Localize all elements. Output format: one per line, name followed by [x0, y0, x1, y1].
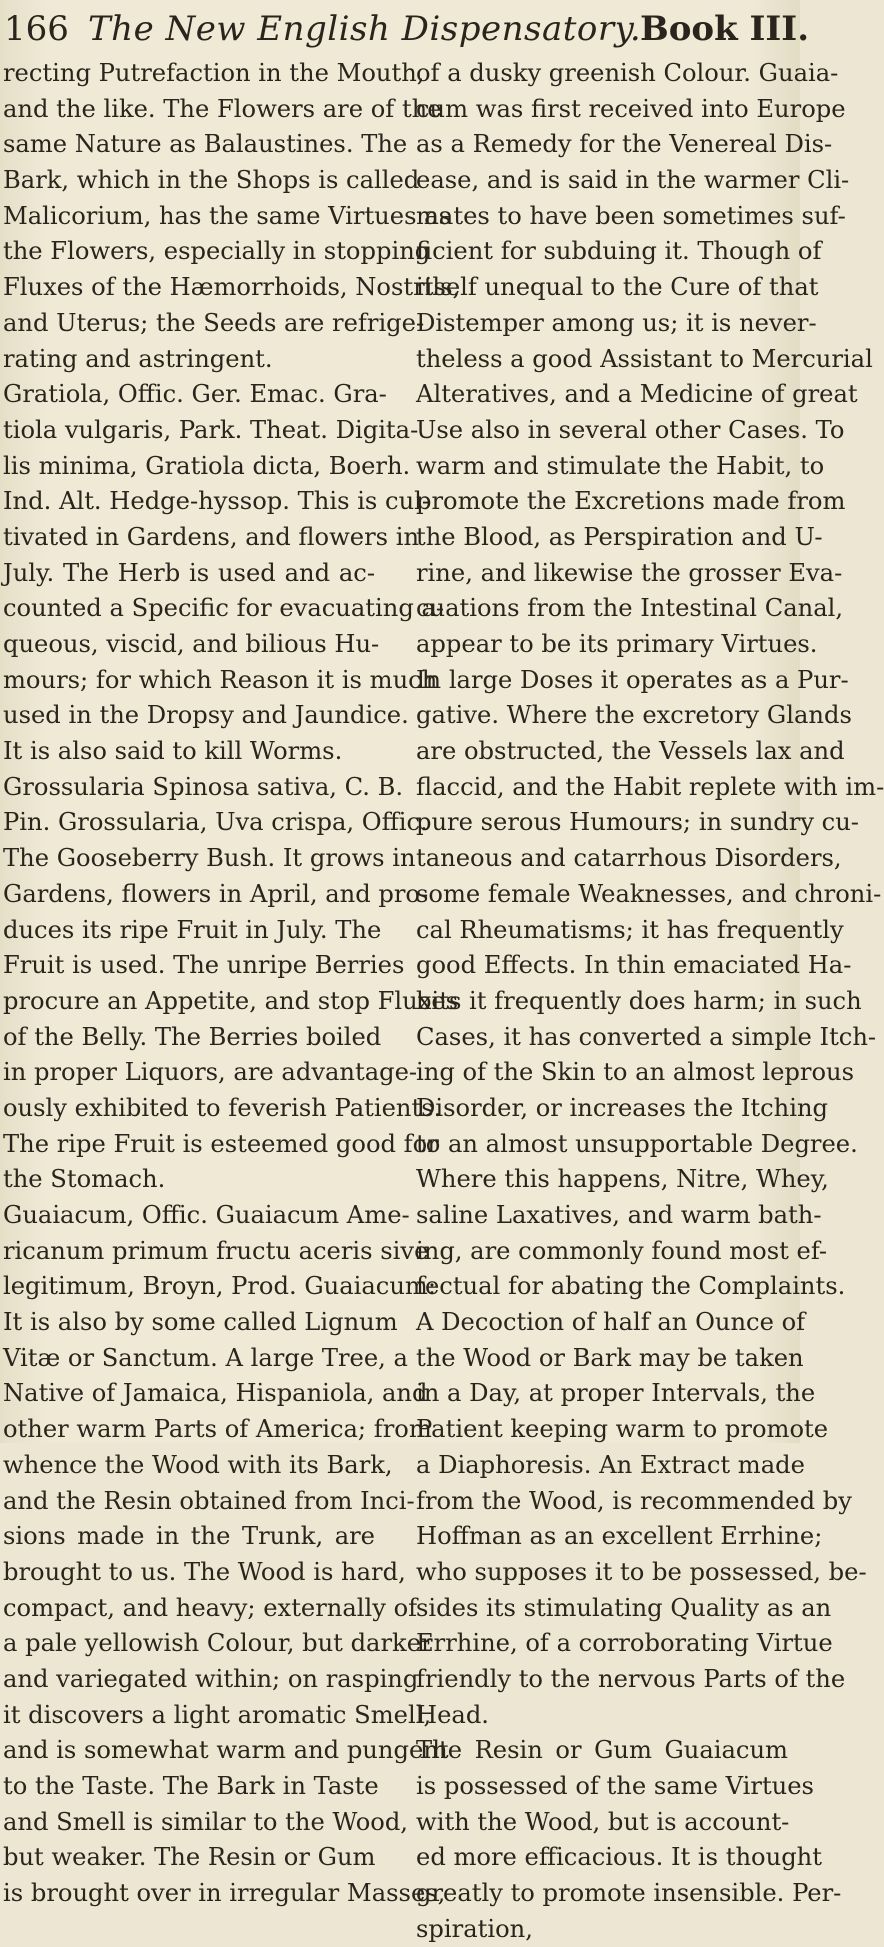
text-line: theless a good Assistant to Mercurial: [416, 344, 873, 373]
text-line: It is also by some called Lignum: [3, 1308, 398, 1337]
text-line: The ripe Fruit is esteemed good for: [3, 1129, 439, 1158]
text-line: from the Wood, is recommended by: [416, 1486, 852, 1515]
text-line: Bark, which in the Shops is called: [3, 166, 420, 195]
text-line: but weaker. The Resin or Gum: [3, 1843, 376, 1872]
text-line: promote the Excretions made from: [416, 487, 846, 516]
text-line: July. The Herb is used and ac-: [3, 558, 375, 587]
text-line: compact, and heavy; externally of: [3, 1593, 418, 1622]
text-line: is possessed of the same Virtues: [416, 1772, 814, 1800]
text-line: used in the Dropsy and Jaundice.: [3, 701, 409, 730]
text-line: Disorder, or increases the Itching: [416, 1093, 829, 1122]
text-line: some female Weaknesses, and chroni-: [416, 879, 882, 908]
text-line: duces its ripe Fruit in July. The: [3, 915, 382, 944]
text-line: Gratiola, Offic. Ger. Emac. Gra-: [3, 380, 387, 409]
text-line: to the Taste. The Bark in Taste: [3, 1772, 379, 1800]
text-line: In large Doses it operates as a Pur-: [416, 665, 849, 694]
text-line: who supposes it to be possessed, be-: [416, 1557, 867, 1586]
text-line: Patient keeping warm to promote: [416, 1415, 829, 1444]
text-line: recting Putrefaction in the Mouth,: [3, 59, 425, 87]
text-line: Head.: [416, 1700, 489, 1729]
text-line: cum was first received into Europe: [416, 94, 846, 123]
text-line: Vitæ or Sanctum. A large Tree, a: [3, 1343, 408, 1372]
text-line: friendly to the nervous Parts of the: [416, 1664, 846, 1693]
text-line: Hoffman as an excellent Errhine;: [416, 1522, 823, 1551]
text-line: warm and stimulate the Habit, to: [416, 451, 825, 480]
text-line: Fruit is used. The unripe Berries: [3, 951, 405, 980]
text-line: ease, and is said in the warmer Cli-: [416, 166, 850, 195]
text-line: of a dusky greenish Colour. Guaia-: [416, 59, 839, 87]
text-line: ricanum primum fructu aceris sive: [3, 1236, 429, 1265]
text-line: greatly to promote insensible. Per-: [416, 1879, 842, 1908]
text-line: cal Rheumatisms; it has frequently: [416, 915, 844, 944]
text-line: It is also said to kill Worms.: [3, 737, 343, 766]
text-line: legitimum, Broyn, Prod. Guaiacum:: [3, 1272, 437, 1301]
text-line: procure an Appetite, and stop Fluxes: [3, 986, 459, 1015]
text-line: Ind. Alt. Hedge-hyssop. This is cul-: [3, 487, 431, 516]
text-line: ously exhibited to feverish Patients.: [3, 1093, 442, 1122]
text-line: to an almost unsupportable Degree.: [416, 1129, 858, 1158]
text-line: The Resin or Gum Guaiacum: [416, 1736, 788, 1765]
text-line: and the Resin obtained from Inci-: [3, 1486, 415, 1515]
text-line: as a Remedy for the Venereal Dis-: [416, 130, 833, 159]
text-line: the Flowers, especially in stopping: [3, 237, 431, 266]
text-line: tivated in Gardens, and flowers in: [3, 522, 420, 551]
text-line: are obstructed, the Vessels lax and: [416, 737, 845, 766]
text-line: in a Day, at proper Intervals, the: [416, 1379, 816, 1408]
text-line: of the Belly. The Berries boiled: [3, 1022, 382, 1051]
text-line: Distemper among us; it is never-: [416, 308, 817, 337]
text-line: same Nature as Balaustines. The: [3, 130, 408, 159]
text-line: Errhine, of a corroborating Virtue: [416, 1629, 833, 1658]
text-line: Native of Jamaica, Hispaniola, and: [3, 1379, 428, 1408]
text-line: brought to us. The Wood is hard,: [3, 1557, 406, 1586]
text-line: Gardens, flowers in April, and pro-: [3, 879, 429, 908]
text-line: spiration,: [416, 1914, 533, 1943]
text-line: A Decoction of half an Ounce of: [416, 1308, 806, 1337]
text-line: counted a Specific for evacuating a-: [3, 594, 445, 623]
text-line: appear to be its primary Virtues.: [416, 630, 818, 658]
text-line: itself unequal to the Cure of that: [416, 273, 819, 302]
text-line: in proper Liquors, are advantage-: [3, 1058, 418, 1087]
text-line: a pale yellowish Colour, but darker: [3, 1629, 433, 1658]
text-line: taneous and catarrhous Disorders,: [416, 844, 842, 873]
text-line: rine, and likewise the grosser Eva-: [416, 558, 843, 587]
text-line: Where this happens, Nitre, Whey,: [416, 1165, 829, 1194]
text-line: ed more efficacious. It is thought: [416, 1843, 822, 1872]
text-line: fectual for abating the Complaints.: [416, 1272, 846, 1301]
text-line: Pin. Grossularia, Uva crispa, Offic.: [3, 808, 428, 837]
text-line: and Uterus; the Seeds are refrige-: [3, 308, 425, 337]
text-line: saline Laxatives, and warm bath-: [416, 1201, 822, 1229]
text-line: ing, are commonly found most ef-: [416, 1236, 828, 1265]
right-text-column: [416, 56, 884, 1943]
text-line: and is somewhat warm and pungent: [3, 1736, 449, 1765]
text-line: with the Wood, but is account-: [416, 1807, 790, 1836]
running-title: The New English Dispensatory.: [88, 9, 642, 49]
text-line: tiola vulgaris, Park. Theat. Digita-: [3, 415, 419, 444]
text-line: ing of the Skin to an almost leprous: [416, 1058, 854, 1087]
text-line: Cases, it has converted a simple Itch-: [416, 1022, 877, 1051]
text-line: mates to have been sometimes suf-: [416, 201, 846, 230]
text-line: Fluxes of the Hæmorrhoids, Nostrils,: [3, 273, 461, 302]
text-line: is brought over in irregular Masses,: [3, 1879, 446, 1908]
page-header: [0, 6, 810, 52]
text-line: bits it frequently does harm; in such: [416, 986, 862, 1015]
text-line: Guaiacum, Offic. Guaiacum Ame-: [3, 1201, 410, 1229]
text-line: sions made in the Trunk, are: [3, 1522, 375, 1551]
text-line: The Gooseberry Bush. It grows in: [3, 844, 416, 873]
text-line: good Effects. In thin emaciated Ha-: [416, 951, 852, 980]
text-line: mours; for which Reason it is much: [3, 665, 438, 694]
text-line: Malicorium, has the same Virtues as: [3, 201, 452, 230]
text-line: whence the Wood with its Bark,: [3, 1450, 393, 1479]
text-line: sides its stimulating Quality as an: [416, 1593, 832, 1622]
text-line: rating and astringent.: [3, 344, 273, 373]
text-line: it discovers a light aromatic Smell,: [3, 1700, 432, 1729]
text-line: Grossularia Spinosa sativa, C. B.: [3, 772, 404, 801]
text-line: the Blood, as Perspiration and U-: [416, 522, 823, 551]
text-line: and variegated within; on rasping: [3, 1664, 419, 1693]
text-line: and Smell is similar to the Wood,: [3, 1807, 408, 1836]
book-label: Book III.: [640, 9, 810, 49]
text-line: Use also in several other Cases. To: [416, 415, 845, 444]
page-number: 166: [4, 9, 69, 49]
text-line: cuations from the Intestinal Canal,: [416, 594, 844, 623]
text-line: ficient for subduing it. Though of: [416, 237, 822, 266]
text-line: Alteratives, and a Medicine of great: [416, 380, 858, 409]
text-line: other warm Parts of America; from: [3, 1415, 432, 1444]
text-line: queous, viscid, and bilious Hu-: [3, 630, 380, 658]
text-line: the Stomach.: [3, 1165, 166, 1194]
text-line: and the like. The Flowers are of the: [3, 94, 442, 123]
text-line: flaccid, and the Habit replete with im-: [416, 772, 884, 801]
text-line: pure serous Humours; in sundry cu-: [416, 808, 859, 837]
text-line: a Diaphoresis. An Extract made: [416, 1450, 805, 1479]
text-line: lis minima, Gratiola dicta, Boerh.: [3, 451, 411, 480]
text-line: the Wood or Bark may be taken: [416, 1343, 804, 1372]
text-line: gative. Where the excretory Glands: [416, 701, 852, 730]
